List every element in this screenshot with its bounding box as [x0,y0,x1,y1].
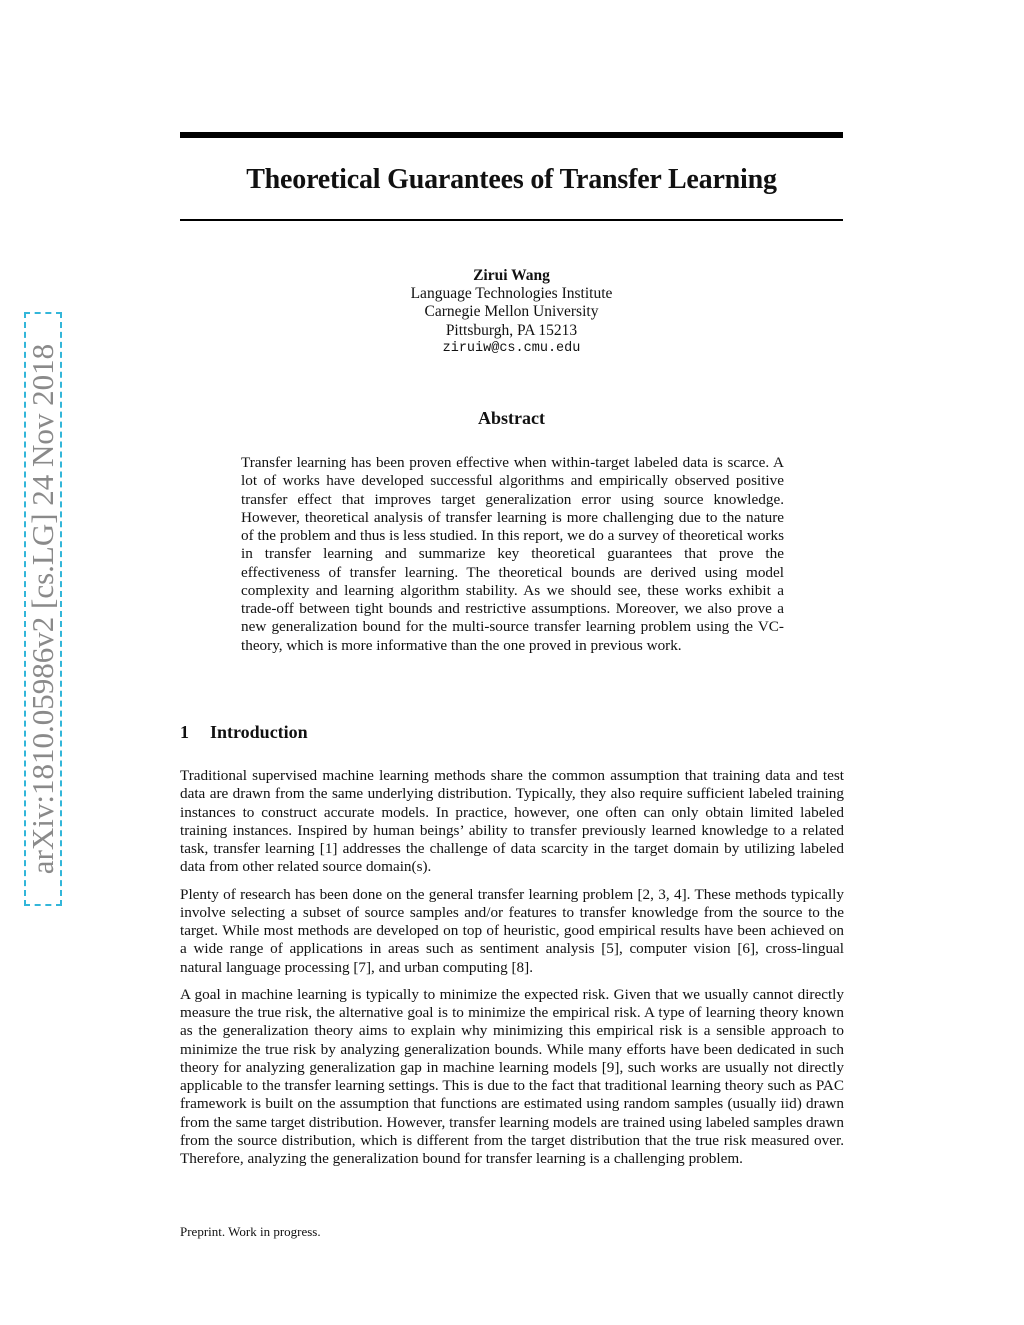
footer-note: Preprint. Work in progress. [180,1224,321,1239]
author-address: Pittsburgh, PA 15213 [445,321,578,339]
section-number: 1 [180,722,189,742]
author-block [180,267,843,358]
author-email: ziruiw@cs.cmu.edu [442,340,581,356]
abstract-text: Transfer learning has been proven effective when within-target labeled data is scarce. A lot of works have developed successful algorithms and empirically observed positive transfer effect that improves target generalization error using source knowledge. However, theoretical analysis of transfer learning is more challenging due to the nature of the problem and thus is less studied. In this report, we do a survey of theoretical works in transfer learning and summarize key theoretical guarantees that prove the effectiveness of transfer learning. The theoretical bounds are derived using model complexity and learning algorithm stability. As we should see, these works exhibit a trade-off between tight bounds and restrictive assumptions. Moreover, we also prove a new generalization bound for the multi-source transfer learning problem using the VC-theory, which is more informative than the one proved in previous work. [241,454,784,654]
title-top-rule [180,132,843,138]
author-affiliation-institute: Language Technologies Institute [410,285,613,303]
paper-title: Theoretical Guarantees of Transfer Learning [246,164,777,195]
section-title: Introduction [210,722,308,742]
author-name: Zirui Wang [473,267,550,284]
arxiv-identifier-stamp: arXiv:1810.05986v2 [cs.LG] 24 Nov 2018 [25,343,60,875]
introduction-paragraph-1: Traditional supervised machine learning methods share the common assumption that training data and test data are drawn from the same underlying distribution. Typically, they also require sufficient labeled training instances to construct accurate models. In practice, however, one often can only obtain limited labeled training instances. Inspired by human beings’ ability to transfer previously learned knowledge to a related task, transfer learning [1] addresses the challenge of data scarcity in the target domain by utilizing labeled data from other related source domain(s). [180,767,844,876]
title-bottom-rule [180,219,843,221]
introduction-paragraph-3: A goal in machine learning is typically to minimize the expected risk. Given that we usually cannot directly measure the true risk, the alternative goal is to minimize the empirical risk. A type of learning theory known as the generalization theory aims to explain why minimizing this empirical risk is a sensible approach to minimize the true risk by analyzing generalization bounds. While many efforts have been dedicated in such theory for analyzing generalization gap in machine learning models [9], such works are usually not directly applicable to the transfer learning settings. This is due to the fact that traditional learning theory such as PAC framework is built on the assumption that functions are estimated using random samples (usually iid) drawn from the same target distribution. However, transfer learning models are trained using labeled samples drawn from the source distribution, which is different from the target distribution that the true risk measured over. Therefore, analyzing the generalization bound for transfer learning is a challenging problem. [180,985,844,1167]
introduction-paragraph-2: Plenty of research has been done on the general transfer learning problem [2, 3, 4]. These methods typically involve selecting a subset of source samples and/or features to transfer knowledge from the source to the target. While most methods are developed on top of heuristic, good empirical results have been achieved on a wide range of applications in areas such as sentiment analysis [5], computer vision [6], cross-lingual natural language processing [7], and urban computing [8]. [180,885,844,976]
abstract-heading: Abstract [478,408,545,428]
author-affiliation-university: Carnegie Mellon University [424,303,599,321]
section-heading-introduction [180,720,843,744]
introduction-body [180,767,844,1177]
